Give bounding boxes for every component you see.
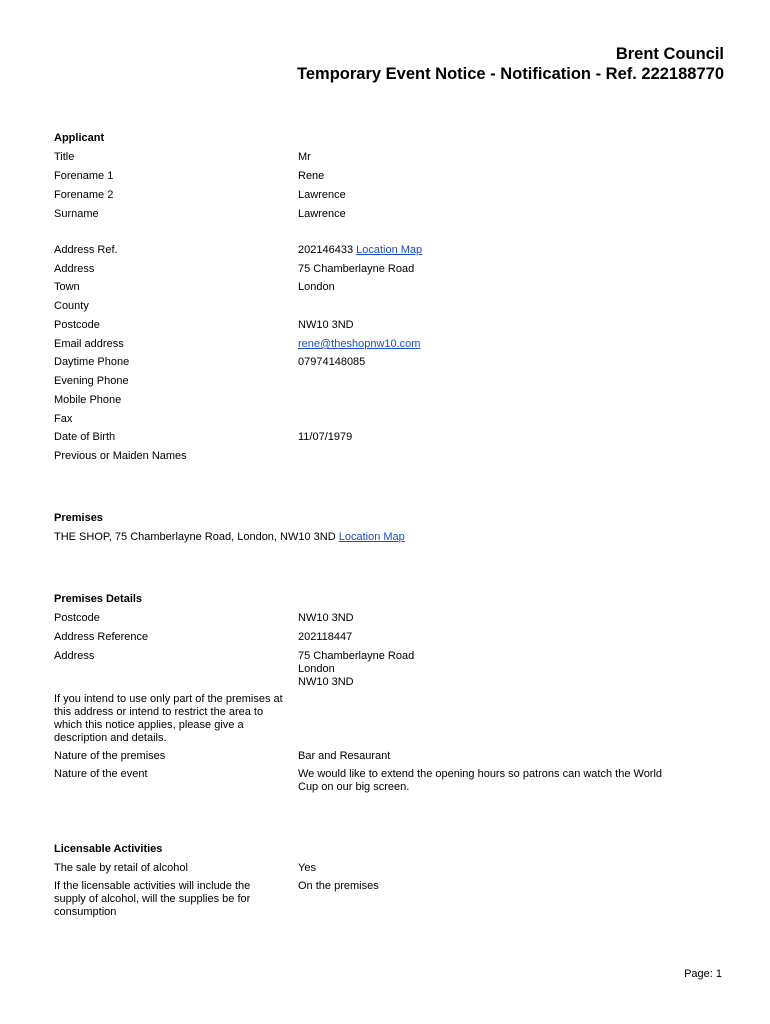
field-label: Town	[54, 281, 80, 293]
field-value	[298, 650, 698, 689]
applicant-location-map-link[interactable]: Location Map	[356, 244, 423, 256]
field-label: Email address	[54, 338, 124, 350]
field-label: Forename 1	[54, 170, 114, 182]
premises-address: THE SHOP, 75 Chamberlayne Road, London, NW10 3ND	[54, 531, 336, 543]
field-label: Date of Birth	[54, 431, 116, 443]
field-label: If you intend to use only part of the premises at this address or intend to restrict the area to which this notice applies, please give a description and details.	[54, 693, 283, 744]
field-label: Postcode	[54, 319, 100, 331]
field-label: Nature of the premises	[54, 750, 166, 762]
field-label: Fax	[54, 413, 73, 425]
field-label: If the licensable activities will include the supply of alcohol, will the supplies be for consumption	[54, 880, 251, 918]
document-header	[297, 44, 724, 84]
field-value: Mr	[298, 151, 311, 163]
field-label: County	[54, 300, 89, 312]
council-name: Brent Council	[615, 45, 724, 63]
field-label: Title	[54, 151, 75, 163]
field-value: Yes	[298, 862, 316, 874]
field-label: Surname	[54, 208, 99, 220]
licensable-heading: Licensable Activities	[54, 843, 163, 855]
premises-heading: Premises	[54, 512, 103, 524]
address-ref-value: 202146433	[298, 244, 354, 256]
field-label: Previous or Maiden Names	[54, 450, 187, 462]
field-label: Evening Phone	[54, 375, 129, 387]
field-value: NW10 3ND	[298, 612, 354, 624]
field-value: 11/07/1979	[298, 431, 353, 443]
field-label: Address	[54, 650, 95, 662]
field-value: Lawrence	[298, 208, 346, 220]
field-value: Bar and Resaurant	[298, 750, 391, 762]
address-line: NW10 3ND	[298, 676, 354, 688]
field-value: Lawrence	[298, 189, 346, 201]
field-label: Postcode	[54, 612, 100, 624]
field-value: 07974148085	[298, 356, 366, 368]
email-link[interactable]: rene@theshopnw10.com	[298, 338, 421, 350]
field-label: Mobile Phone	[54, 394, 122, 406]
field-value: On the premises	[298, 880, 379, 892]
field-label: Forename 2	[54, 189, 114, 201]
premises-location-map-link[interactable]: Location Map	[338, 531, 405, 543]
field-label: Address Reference	[54, 631, 149, 643]
field-value: 202118447	[298, 631, 353, 643]
address-line: 75 Chamberlayne Road	[298, 650, 415, 662]
page-number: Page: 1	[684, 968, 722, 980]
premises-line	[54, 531, 714, 544]
field-label: Daytime Phone	[54, 356, 130, 368]
field-label: Address	[54, 263, 95, 275]
field-value: 75 Chamberlayne Road	[298, 263, 415, 275]
field-value: Rene	[298, 170, 325, 182]
field-value: We would like to extend the opening hours so patrons can watch the World Cup on our big screen.	[298, 768, 663, 793]
field-value: NW10 3ND	[298, 319, 354, 331]
field-value: London	[298, 281, 335, 293]
field-label: The sale by retail of alcohol	[54, 862, 188, 874]
address-line: London	[298, 663, 335, 675]
field-label: Address Ref.	[54, 244, 118, 256]
premises-details-heading: Premises Details	[54, 593, 143, 605]
applicant-heading: Applicant	[54, 132, 105, 144]
field-label: Nature of the event	[54, 768, 148, 780]
document-title: Temporary Event Notice - Notification - Ref. 222188770	[297, 65, 724, 83]
